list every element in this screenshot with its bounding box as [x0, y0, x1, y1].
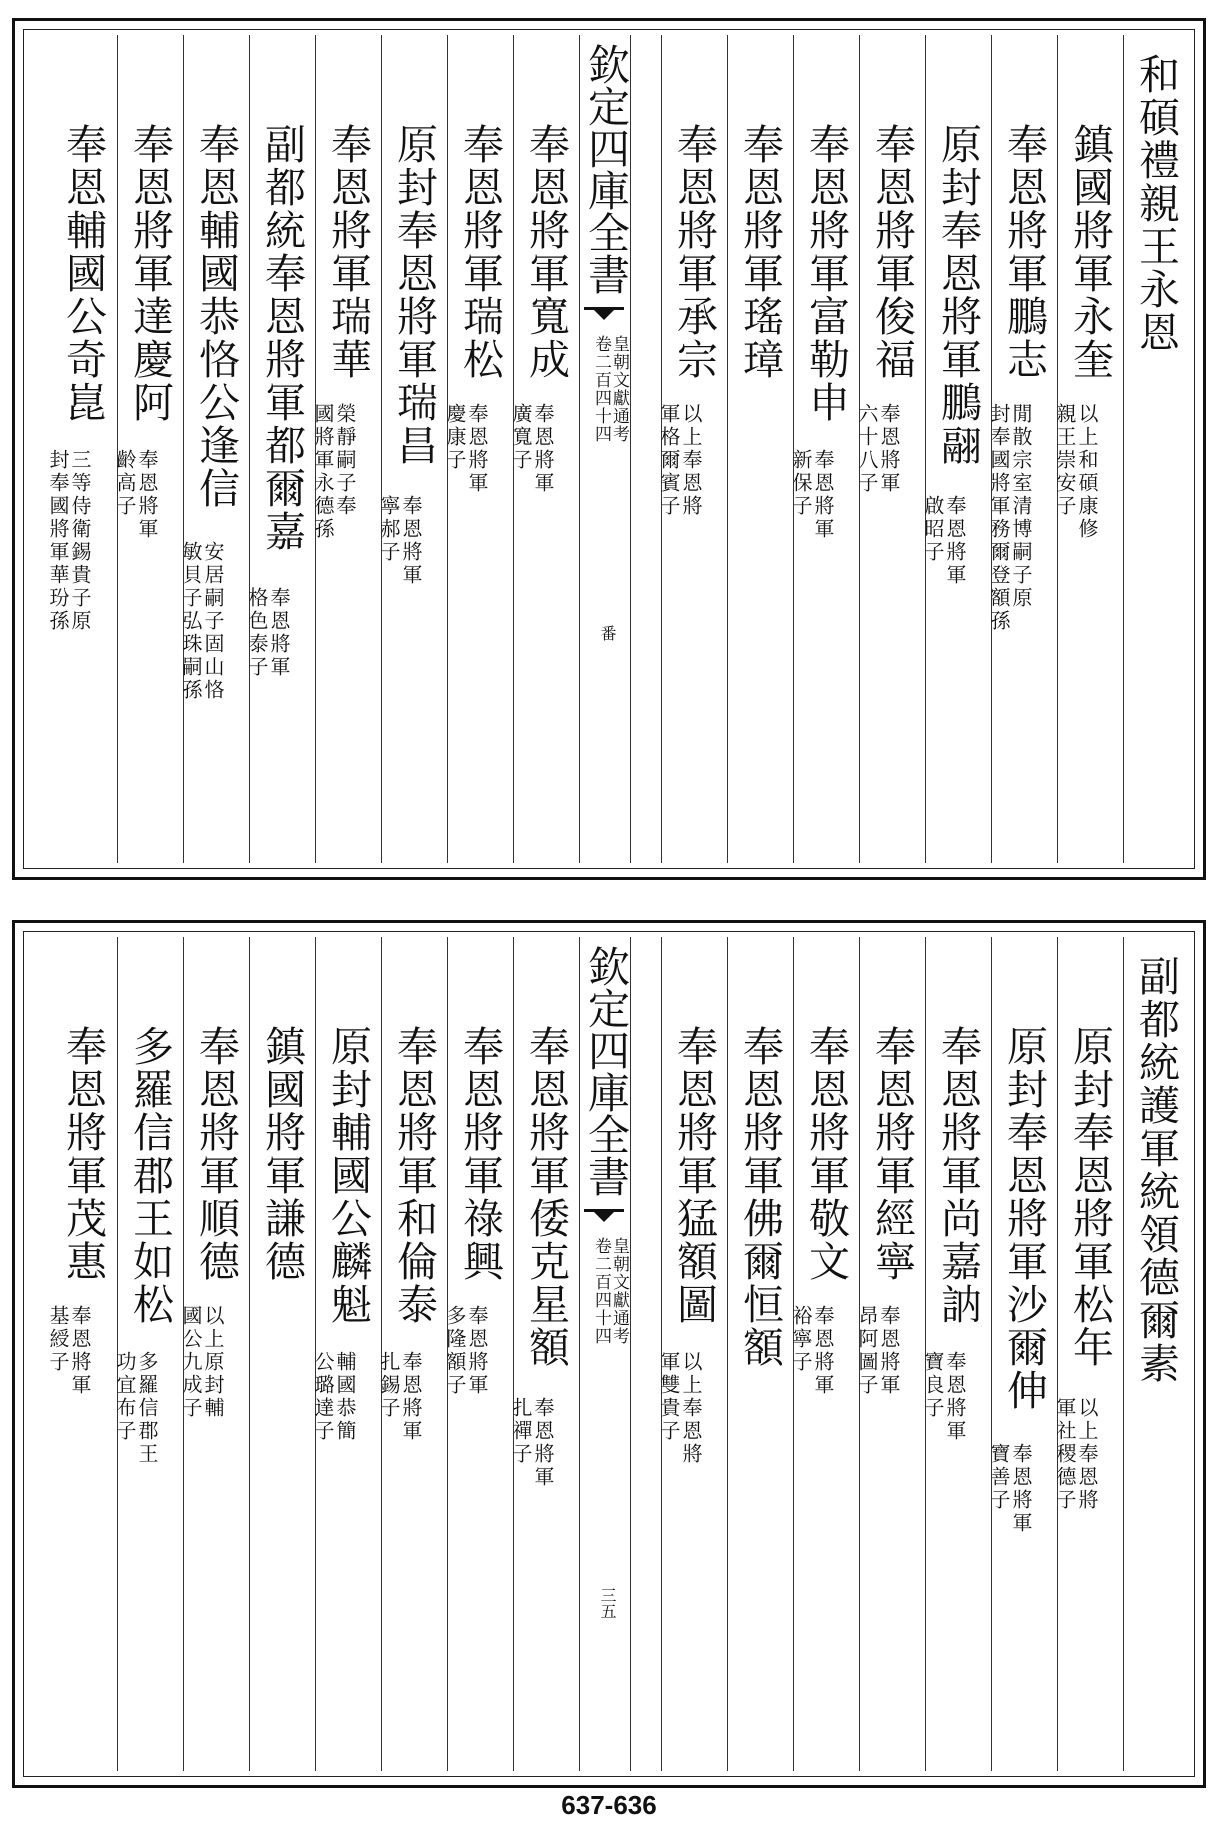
column-main-text: 奉恩將軍佛爾恒額 — [736, 1025, 784, 1369]
text-column — [921, 937, 991, 1771]
annotation-line: 公璐達子 — [311, 1351, 335, 1443]
annotation-line: 敏貝子弘珠嗣孫 — [179, 541, 203, 702]
text-column — [789, 937, 859, 1771]
annotation-line: 功宜布子 — [113, 1351, 137, 1443]
annotation-line: 寶良子 — [921, 1351, 945, 1420]
annotation-line: 奉恩將軍 — [943, 1351, 967, 1443]
column-main-text: 奉恩將軍承宗 — [670, 123, 718, 381]
annotation-line: 奉恩將軍 — [877, 403, 901, 495]
annotation-line: 奉恩將軍 — [877, 1305, 901, 1397]
spine-page-number: 番 — [598, 625, 617, 641]
text-column — [921, 35, 991, 863]
text-column — [311, 35, 381, 863]
annotation-line: 封奉國將軍華玢孫 — [46, 449, 70, 633]
annotation-line: 奉恩將軍 — [943, 495, 967, 587]
column-main-text: 原封輔國公麟魁 — [324, 1025, 372, 1326]
annotation-line: 以上奉恩將 — [1075, 1397, 1099, 1512]
annotation-line: 寧郝子 — [377, 495, 401, 564]
annotation-line: 奉恩將軍 — [465, 1305, 489, 1397]
annotation-line: 奉恩將軍 — [531, 1397, 555, 1489]
text-column — [509, 937, 579, 1771]
text-column — [1053, 35, 1123, 863]
text-column — [113, 35, 183, 863]
center-spine — [579, 35, 631, 863]
annotation-line: 啟昭子 — [921, 495, 945, 564]
annotation-line: 以上和碩康修 — [1075, 403, 1099, 541]
column-main-text: 鎮國將軍永奎 — [1066, 123, 1114, 381]
spine-page-number: 三五 — [598, 1587, 617, 1619]
column-main-text: 奉恩將軍寬成 — [522, 123, 570, 381]
text-column — [311, 937, 381, 1771]
text-column — [789, 35, 859, 863]
column-main-text: 原封奉恩將軍瑞昌 — [390, 123, 438, 467]
annotation-line: 以上原封輔 — [201, 1305, 225, 1420]
annotation-line: 親王崇安子 — [1053, 403, 1077, 518]
annotation-line: 奉恩將軍 — [267, 587, 291, 679]
column-main-text: 鎮國將軍謙德 — [258, 1025, 306, 1283]
text-column — [46, 937, 117, 1771]
column-main-text: 奉恩將軍鵬志 — [1000, 123, 1048, 381]
column-main-text: 奉恩將軍俊福 — [868, 123, 916, 381]
column-main-text: 副都統奉恩將軍都爾嘉 — [258, 123, 306, 553]
column-main-text: 多羅信郡王如松 — [126, 1025, 174, 1326]
annotation-line: 封奉國將軍務爾登額孫 — [987, 403, 1011, 633]
column-main-text: 奉恩將軍瑞松 — [456, 123, 504, 381]
text-column — [987, 937, 1057, 1771]
column-main-text: 奉恩將軍富勒申 — [802, 123, 850, 424]
annotation-line: 以上奉恩將 — [679, 403, 703, 518]
text-column — [987, 35, 1057, 863]
column-main-text: 奉恩將軍經寧 — [868, 1025, 916, 1283]
text-column — [443, 937, 513, 1771]
text-column — [509, 35, 579, 863]
annotation-line: 以上奉恩將 — [679, 1351, 703, 1466]
annotation-line: 奉恩將軍 — [811, 449, 835, 541]
column-main-text: 奉恩將軍達慶阿 — [126, 123, 174, 424]
column-main-text: 原封奉恩將軍松年 — [1066, 1025, 1114, 1369]
text-column — [855, 937, 925, 1771]
annotation-line: 奉恩將軍 — [1009, 1443, 1033, 1535]
spine-info — [592, 1237, 628, 1345]
spine-book: 皇朝文獻通考 — [609, 335, 629, 443]
annotation-line: 寶善子 — [987, 1443, 1011, 1512]
annotation-line: 榮靜嗣子奉 — [333, 403, 357, 518]
spine-info — [592, 335, 628, 443]
column-main-text: 奉恩輔國公奇崑 — [59, 123, 107, 424]
column-main-text: 奉恩將軍順德 — [192, 1025, 240, 1283]
annotation-line: 軍格爾賓子 — [657, 403, 681, 518]
page-number: 637-636 — [561, 1790, 657, 1820]
column-main-text: 奉恩將軍瑞華 — [324, 123, 372, 381]
column-main-text: 奉恩將軍猛額圖 — [670, 1025, 718, 1326]
text-column — [855, 35, 925, 863]
column-main-text: 奉恩將軍祿興 — [456, 1025, 504, 1283]
column-main-text: 奉恩將軍敬文 — [802, 1025, 850, 1283]
annotation-line: 奉恩將軍 — [399, 1351, 423, 1443]
text-column — [179, 937, 249, 1771]
annotation-line: 扎錫子 — [377, 1351, 401, 1420]
spine-title: 欽定四庫全書 — [582, 43, 631, 295]
annotation-line: 軍雙貴子 — [657, 1351, 681, 1443]
annotation-line: 慶康子 — [443, 403, 467, 472]
annotation-line: 三等侍衛錫貴子原 — [68, 449, 92, 633]
text-column — [377, 937, 447, 1771]
text-column — [1123, 35, 1189, 863]
spine-volume: 卷二百四十四 — [591, 335, 611, 443]
column-main-text: 原封奉恩將軍鵬翮 — [934, 123, 982, 467]
annotation-line: 奉恩將軍 — [465, 403, 489, 495]
annotation-line: 扎禪子 — [509, 1397, 533, 1466]
column-main-text: 奉恩將軍瑤璋 — [736, 123, 784, 381]
column-main-text: 奉恩將軍倭克星額 — [522, 1025, 570, 1369]
annotation-line: 奉恩將軍 — [531, 403, 555, 495]
column-main-text: 奉恩將軍和倫泰 — [390, 1025, 438, 1326]
annotation-line: 閒散宗室清博嗣子原 — [1009, 403, 1033, 610]
column-main-text: 奉恩將軍尚嘉訥 — [934, 1025, 982, 1326]
column-main-text: 奉恩輔國恭恪公逢信 — [192, 123, 240, 510]
fishtail-mark — [584, 307, 624, 327]
annotation-line: 齡高子 — [113, 449, 137, 518]
annotation-line: 奉恩將軍 — [135, 449, 159, 541]
text-column — [245, 35, 315, 863]
text-column — [1053, 937, 1123, 1771]
annotation-line: 廣寬子 — [509, 403, 533, 472]
text-column — [657, 35, 727, 863]
annotation-line: 安居嗣子固山恪 — [201, 541, 225, 702]
text-column — [377, 35, 447, 863]
annotation-line: 六十八子 — [855, 403, 879, 495]
fishtail-mark — [584, 1209, 624, 1229]
text-column — [179, 35, 249, 863]
column-main-text: 和碩禮親王永恩 — [1132, 53, 1180, 354]
annotation-line: 奉恩將軍 — [68, 1305, 92, 1397]
column-main-text: 奉恩將軍茂惠 — [59, 1025, 107, 1283]
text-column — [1123, 937, 1189, 1771]
page-bottom — [12, 920, 1206, 1788]
spine-title: 欽定四庫全書 — [582, 945, 631, 1197]
text-column — [727, 937, 793, 1771]
spine-book: 皇朝文獻通考 — [609, 1237, 629, 1345]
annotation-line: 國將軍永德孫 — [311, 403, 335, 541]
text-column — [46, 35, 117, 863]
page-top — [12, 18, 1206, 880]
annotation-line: 格色泰子 — [245, 587, 269, 679]
text-column — [443, 35, 513, 863]
spine-volume: 卷二百四十四 — [591, 1237, 611, 1345]
text-column — [249, 937, 315, 1771]
annotation-line: 奉恩將軍 — [399, 495, 423, 587]
annotation-line: 基綬子 — [46, 1305, 70, 1374]
annotation-line: 軍社稷德子 — [1053, 1397, 1077, 1512]
column-main-text: 原封奉恩將軍沙爾伸 — [1000, 1025, 1048, 1412]
annotation-line: 多羅信郡王 — [135, 1351, 159, 1466]
center-spine — [579, 937, 631, 1771]
annotation-line: 新保子 — [789, 449, 813, 518]
annotation-line: 裕寧子 — [789, 1305, 813, 1374]
column-main-text: 副都統護軍統領德爾素 — [1132, 955, 1180, 1385]
annotation-line: 多隆額子 — [443, 1305, 467, 1397]
annotation-line: 輔國恭簡 — [333, 1351, 357, 1443]
annotation-line: 昂阿圖子 — [855, 1305, 879, 1397]
text-column — [657, 937, 727, 1771]
annotation-line: 國公九成子 — [179, 1305, 203, 1420]
text-column — [113, 937, 183, 1771]
text-column — [727, 35, 793, 863]
annotation-line: 奉恩將軍 — [811, 1305, 835, 1397]
